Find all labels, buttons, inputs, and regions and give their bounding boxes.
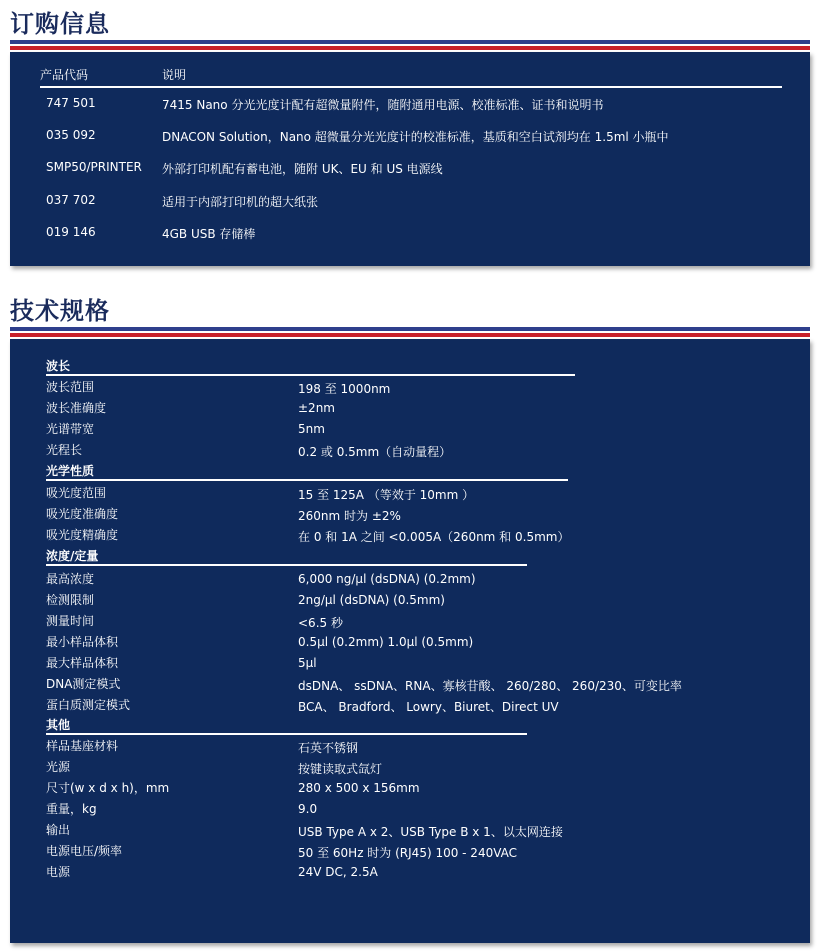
spec-group-name: 浓度/定量 bbox=[46, 549, 99, 563]
spec-value: 198 至 1000nm bbox=[298, 382, 391, 396]
spec-value: 260nm 时为 ±2% bbox=[298, 509, 401, 523]
spec-value: dsDNA、 ssDNA、RNA、寡核苷酸、 260/280、 260/230、可变比率 bbox=[298, 679, 682, 693]
product-code: 019 146 bbox=[46, 225, 96, 239]
spec-group-name: 其他 bbox=[46, 718, 71, 732]
header-product-code: 产品代码 bbox=[40, 68, 89, 82]
spec-label: 电源 bbox=[46, 865, 71, 879]
ordering-row bbox=[10, 225, 810, 245]
spec-row bbox=[10, 737, 810, 757]
spec-value: 0.5µl (0.2mm) 1.0µl (0.5mm) bbox=[298, 635, 474, 649]
spec-value: 15 至 125A （等效于 10mm ） bbox=[298, 488, 475, 502]
product-code: 037 702 bbox=[46, 193, 96, 207]
spec-label: 最大样品体积 bbox=[46, 656, 119, 670]
spec-row bbox=[10, 654, 810, 674]
spec-label: 吸光度准确度 bbox=[46, 507, 119, 521]
specs-title-stripes bbox=[10, 327, 810, 338]
spec-label: 蛋白质测定模式 bbox=[46, 698, 131, 712]
spec-value: 9.0 bbox=[298, 802, 318, 816]
spec-value: ±2nm bbox=[298, 401, 335, 415]
spec-value: 按键读取式氙灯 bbox=[298, 762, 383, 776]
spec-label: 测量时间 bbox=[46, 614, 95, 628]
spec-row bbox=[10, 821, 810, 841]
spec-value: 5µl bbox=[298, 656, 317, 670]
spec-value: 石英不锈钢 bbox=[298, 741, 359, 755]
spec-row bbox=[10, 800, 810, 820]
specs-panel bbox=[10, 339, 810, 943]
spec-label: 电源电压/频率 bbox=[46, 844, 123, 858]
spec-label: 波长范围 bbox=[46, 380, 95, 394]
spec-row bbox=[10, 633, 810, 653]
spec-row bbox=[10, 570, 810, 590]
spec-value: 6,000 ng/µl (dsDNA) (0.2mm) bbox=[298, 572, 476, 586]
spec-label: 吸光度精确度 bbox=[46, 528, 119, 542]
header-description: 说明 bbox=[162, 68, 187, 82]
ordering-title: 订购信息 bbox=[10, 10, 110, 38]
spec-value: 在 0 和 1A 之间 <0.005A（260nm 和 0.5mm） bbox=[298, 530, 570, 544]
product-description: 4GB USB 存储棒 bbox=[162, 227, 256, 241]
spec-value: 50 至 60Hz 时为 (RJ45) 100 - 240VAC bbox=[298, 846, 518, 860]
spec-value: 2ng/µl (dsDNA) (0.5mm) bbox=[298, 593, 445, 607]
spec-row bbox=[10, 505, 810, 525]
spec-row bbox=[10, 378, 810, 398]
spec-label: 样品基座材料 bbox=[46, 739, 119, 753]
spec-label: 光谱带宽 bbox=[46, 422, 95, 436]
spec-label: 波长准确度 bbox=[46, 401, 107, 415]
spec-label: 检测限制 bbox=[46, 593, 95, 607]
spec-value: 0.2 或 0.5mm（自动量程） bbox=[298, 445, 452, 459]
spec-value: 5nm bbox=[298, 422, 325, 436]
spec-row bbox=[10, 842, 810, 862]
spec-label: DNA测定模式 bbox=[46, 677, 121, 691]
spec-label: 尺寸(w x d x h)，mm bbox=[46, 781, 170, 795]
spec-label: 重量，kg bbox=[46, 802, 97, 816]
spec-group-header bbox=[46, 357, 575, 376]
product-description: DNACON Solution，Nano 超微量分光光度计的校准标准，基质和空白试剂均在 1.5ml 小瓶中 bbox=[162, 130, 669, 144]
spec-label: 最高浓度 bbox=[46, 572, 95, 586]
spec-value: 24V DC, 2.5A bbox=[298, 865, 378, 879]
spec-group-header bbox=[46, 716, 527, 735]
spec-value: <6.5 秒 bbox=[298, 616, 343, 630]
product-description: 外部打印机配有蓄电池，随附 UK、EU 和 US 电源线 bbox=[162, 162, 443, 176]
ordering-row bbox=[10, 96, 810, 116]
spec-row bbox=[10, 696, 810, 716]
spec-group-header bbox=[46, 462, 568, 481]
spec-row bbox=[10, 758, 810, 778]
ordering-row bbox=[10, 160, 810, 180]
product-description: 7415 Nano 分光光度计配有超微量附件，随附通用电源、校准标准、证书和说明书 bbox=[162, 98, 604, 112]
spec-row bbox=[10, 779, 810, 799]
spec-group-name: 波长 bbox=[46, 359, 71, 373]
product-code: SMP50/PRINTER bbox=[46, 160, 142, 174]
product-description: 适用于内部打印机的超大纸张 bbox=[162, 195, 319, 209]
spec-row bbox=[10, 441, 810, 461]
specs-title: 技术规格 bbox=[10, 297, 110, 325]
spec-group-name: 光学性质 bbox=[46, 464, 95, 478]
spec-row bbox=[10, 399, 810, 419]
ordering-table-header bbox=[40, 62, 782, 88]
spec-label: 吸光度范围 bbox=[46, 486, 107, 500]
spec-row bbox=[10, 591, 810, 611]
ordering-row bbox=[10, 193, 810, 213]
spec-row bbox=[10, 863, 810, 883]
spec-value: USB Type A x 2、USB Type B x 1、以太网连接 bbox=[298, 825, 563, 839]
spec-row bbox=[10, 420, 810, 440]
spec-label: 光源 bbox=[46, 760, 71, 774]
spec-value: 280 x 500 x 156mm bbox=[298, 781, 420, 795]
product-code: 035 092 bbox=[46, 128, 96, 142]
product-code: 747 501 bbox=[46, 96, 96, 110]
spec-label: 输出 bbox=[46, 823, 71, 837]
spec-row bbox=[10, 484, 810, 504]
spec-group-header bbox=[46, 547, 527, 566]
spec-label: 最小样品体积 bbox=[46, 635, 119, 649]
spec-row bbox=[10, 612, 810, 632]
spec-row bbox=[10, 526, 810, 546]
ordering-panel bbox=[10, 52, 810, 266]
ordering-row bbox=[10, 128, 810, 148]
ordering-title-stripes bbox=[10, 40, 810, 51]
spec-value: BCA、 Bradford、 Lowry、Biuret、Direct UV bbox=[298, 700, 559, 714]
spec-row bbox=[10, 675, 810, 695]
spec-label: 光程长 bbox=[46, 443, 83, 457]
